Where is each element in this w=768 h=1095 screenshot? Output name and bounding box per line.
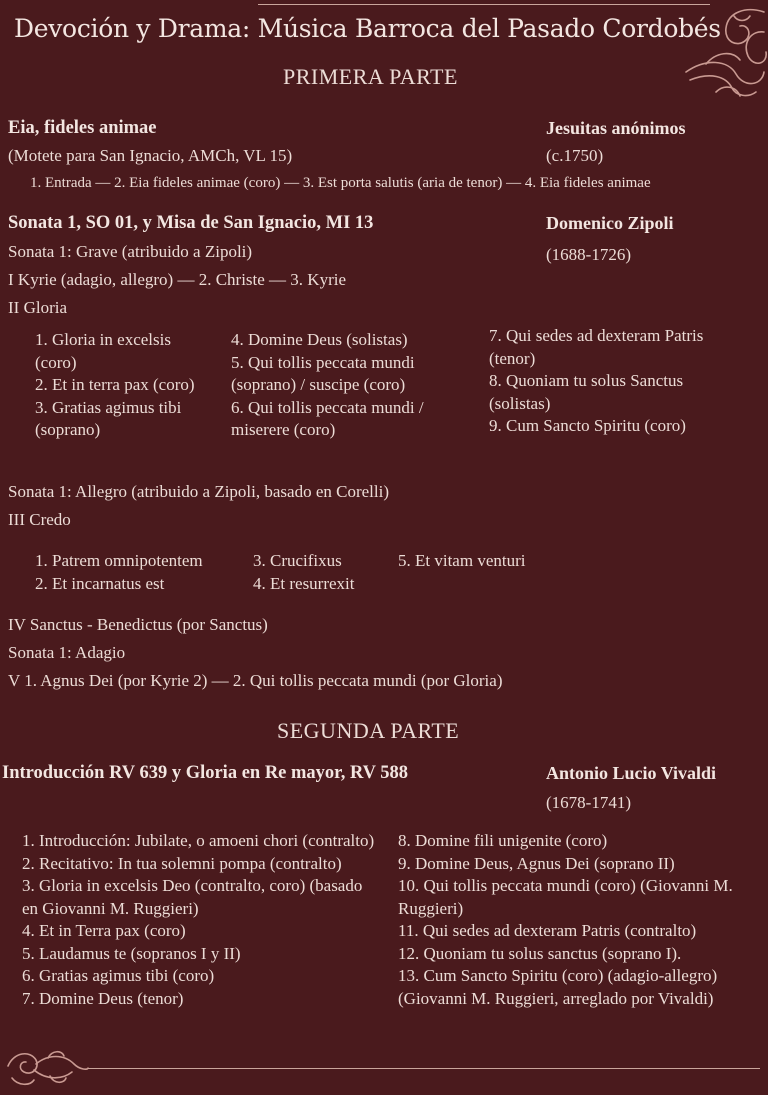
list-item: 1. Gloria in excelsis (coro) xyxy=(35,330,171,372)
list-item: 6. Qui tollis peccata mundi / miserere (coro) xyxy=(231,397,424,439)
list-item: 7. Qui sedes ad dexteram Patris (tenor) xyxy=(489,326,704,368)
program-line: IV Sanctus - Benedictus (por Sanctus) xyxy=(8,615,268,634)
top-rule xyxy=(258,4,710,5)
list-item: 3. Gloria in excelsis Deo (contralto, coro) (basado en Giovanni M. Ruggieri) xyxy=(22,876,363,918)
list-item: 1. Introducción: Jubilate, o amoeni chori (contralto) xyxy=(22,831,375,850)
list-item: 8. Domine fili unigenite (coro) xyxy=(398,831,608,850)
list-item: 2. Et in terra pax (coro) xyxy=(35,375,195,394)
list-item: 5. Laudamus te (sopranos I y II) xyxy=(22,943,241,963)
program-line: Sonata 1: Allegro (atribuido a Zipoli, basado en Corelli) xyxy=(8,482,389,501)
composer-dates: (c.1750) xyxy=(546,146,604,165)
section-heading: III Credo xyxy=(8,510,71,529)
list-item: 10. Qui tollis peccata mundi (coro) (Giovanni M. Ruggieri) xyxy=(398,876,733,918)
page-title: Devoción y Drama: Música Barroca del Pasado Cordobés xyxy=(14,14,721,43)
gloria-rv588-column-2 xyxy=(398,830,766,1010)
list-item: 11. Qui sedes ad dexteram Patris (contralto) xyxy=(398,921,697,940)
list-item: 13. Cum Sancto Spiritu (coro) (adagio-allegro) (Giovanni M. Ruggieri, arreglado por Vivaldi) xyxy=(398,966,718,1008)
composer-name: Jesuitas anónimos xyxy=(546,118,686,138)
list-item: 5. Et vitam venturi xyxy=(398,551,526,570)
section-heading: II Gloria xyxy=(8,298,68,317)
gloria-column-3 xyxy=(489,325,734,438)
gloria-rv588-column-1 xyxy=(22,830,382,1010)
program-line: V 1. Agnus Dei (por Kyrie 2) — 2. Qui tollis peccata mundi (por Gloria) xyxy=(8,671,503,690)
list-item: 3. Crucifixus xyxy=(253,551,342,570)
work-title: Eia, fideles animae xyxy=(8,118,157,138)
part-two-heading: SEGUNDA PARTE xyxy=(277,718,460,743)
composer-name: Antonio Lucio Vivaldi xyxy=(546,763,717,783)
list-item: 9. Domine Deus, Agnus Dei (soprano II) xyxy=(398,853,675,873)
credo-column-1 xyxy=(35,550,245,595)
movement-list: 1. Entrada — 2. Eia fideles animae (coro) — 3. Est porta salutis (aria de tenor) — 4. Eia fideles animae xyxy=(30,175,651,191)
composer-dates: (1688-1726) xyxy=(546,245,631,264)
credo-column-3 xyxy=(398,550,578,573)
program-line: Sonata 1: Grave (atribuido a Zipoli) xyxy=(8,242,253,261)
list-item: 2. Et incarnatus est xyxy=(35,573,165,593)
list-item: 2. Recitativo: In tua solemni pompa (contralto) xyxy=(22,853,342,873)
part-one-heading: PRIMERA PARTE xyxy=(283,64,458,89)
list-item: 7. Domine Deus (tenor) xyxy=(22,988,184,1008)
list-item: 5. Qui tollis peccata mundi (soprano) / suscipe (coro) xyxy=(231,352,415,394)
credo-column-2 xyxy=(253,550,383,595)
bottom-rule xyxy=(88,1068,760,1069)
composer-name: Domenico Zipoli xyxy=(546,213,674,233)
program-line: I Kyrie (adagio, allegro) — 2. Christe — 3. Kyrie xyxy=(8,270,347,289)
list-item: 6. Gratias agimus tibi (coro) xyxy=(22,966,215,985)
list-item: 3. Gratias agimus tibi (soprano) xyxy=(35,397,182,439)
list-item: 4. Et in Terra pax (coro) xyxy=(22,921,186,940)
list-item: 12. Quoniam tu solus sanctus (soprano I). xyxy=(398,943,682,963)
gloria-column-1 xyxy=(35,329,205,442)
list-item: 8. Quoniam tu solus Sanctus (solistas) xyxy=(489,371,684,413)
list-item: 1. Patrem omnipotentem xyxy=(35,551,203,570)
work-subtitle: (Motete para San Ignacio, AMCh, VL 15) xyxy=(8,146,293,165)
work-title: Introducción RV 639 y Gloria en Re mayor, RV 588 xyxy=(2,763,409,783)
program-line: Sonata 1: Adagio xyxy=(8,643,126,662)
list-item: 4. Domine Deus (solistas) xyxy=(231,330,408,349)
flourish-ornament-icon xyxy=(4,1042,90,1090)
composer-dates: (1678-1741) xyxy=(546,793,631,812)
gloria-column-2 xyxy=(231,329,459,442)
list-item: 4. Et resurrexit xyxy=(253,573,355,593)
work-title: Sonata 1, SO 01, y Misa de San Ignacio, MI 13 xyxy=(8,213,374,233)
list-item: 9. Cum Sancto Spiritu (coro) xyxy=(489,416,686,435)
